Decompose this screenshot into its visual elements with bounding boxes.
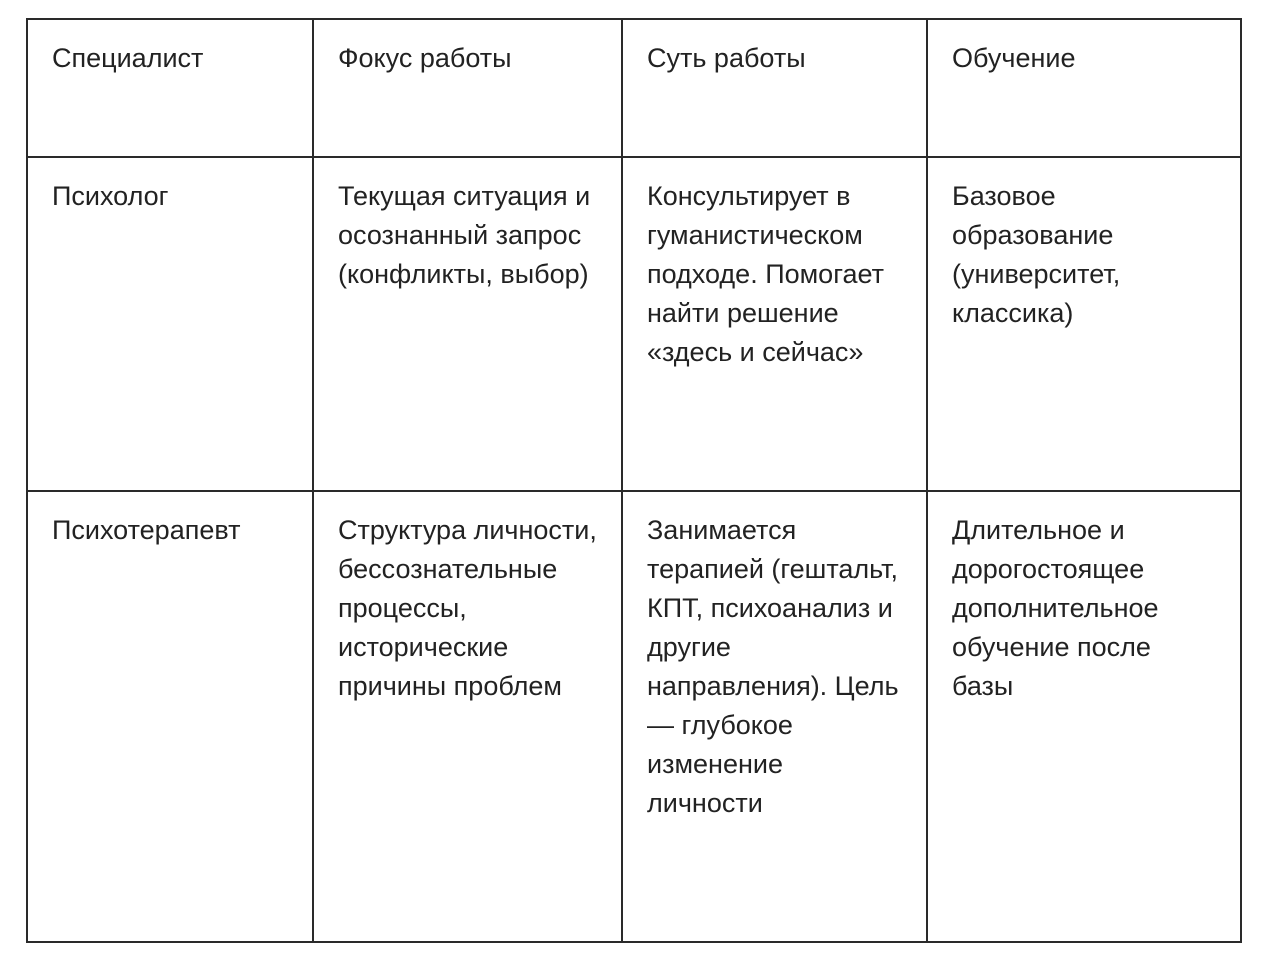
header-cell-education xyxy=(927,19,1241,157)
header-cell-focus xyxy=(313,19,622,157)
header-specialist: Специалист xyxy=(52,43,204,73)
comparison-table xyxy=(26,18,1242,943)
cell-focus xyxy=(313,491,622,942)
header-focus: Фокус работы xyxy=(338,43,512,73)
cell-essence xyxy=(622,157,927,491)
cell-essence xyxy=(622,491,927,942)
table-row xyxy=(27,491,1241,942)
header-education: Обучение xyxy=(952,43,1076,73)
education-text: Длительное и дорогостоящее дополнительное обучение после базы xyxy=(952,515,1159,701)
cell-focus xyxy=(313,157,622,491)
cell-specialist xyxy=(27,491,313,942)
essence-text: Занимается терапией (гештальт, КПТ, психоанализ и другие направления). Цель — глубокое изменение личности xyxy=(647,515,899,818)
comparison-table-container xyxy=(26,18,1242,941)
specialist-name: Психолог xyxy=(52,181,169,211)
header-cell-specialist xyxy=(27,19,313,157)
specialist-name: Психотерапевт xyxy=(52,515,241,545)
cell-education xyxy=(927,491,1241,942)
header-cell-essence xyxy=(622,19,927,157)
cell-specialist xyxy=(27,157,313,491)
essence-text: Консультирует в гуманистическом подходе. Помогает найти решение «здесь и сейчас» xyxy=(647,181,884,367)
table-row xyxy=(27,157,1241,491)
focus-text: Текущая ситуация и осознанный запрос (конфликты, выбор) xyxy=(338,181,591,289)
header-essence: Суть работы xyxy=(647,43,806,73)
focus-text: Структура личности, бессознательные процессы, исторические причины проблем xyxy=(338,515,597,701)
cell-education xyxy=(927,157,1241,491)
table-header-row xyxy=(27,19,1241,157)
education-text: Базовое образование (университет, классика) xyxy=(952,181,1121,328)
